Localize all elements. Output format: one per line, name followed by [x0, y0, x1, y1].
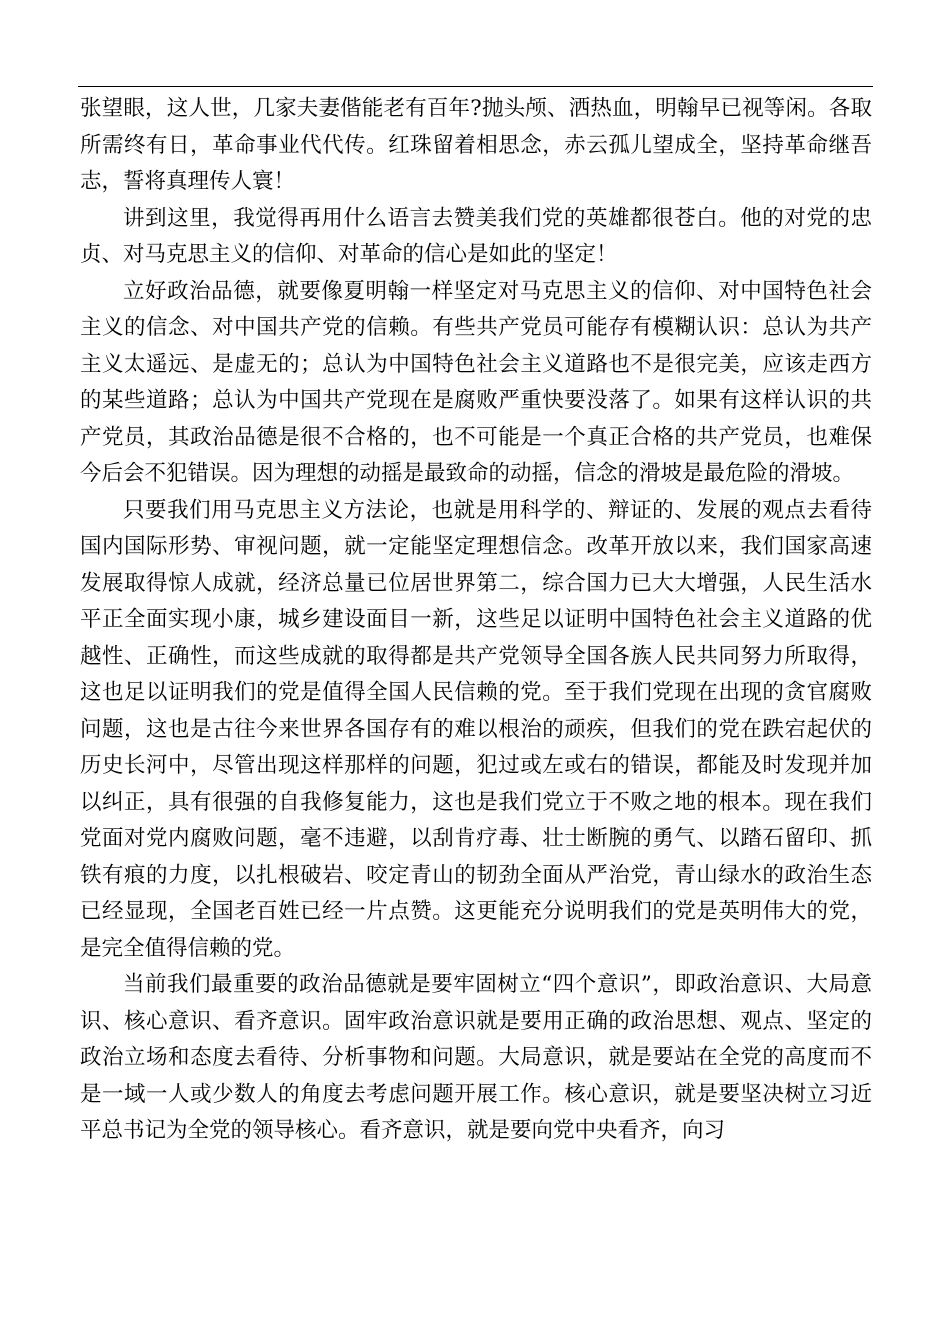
paragraph-continued: 张望眼，这人世，几家夫妻偕能老有百年?抛头颅、洒热血，明翰早已视等闲。各取所需终有日，革命事业代代传。红珠留着相思念，赤云孤儿望成全，坚持革命继吾志，誓将真理传人寰！ [80, 96, 872, 194]
paragraph-four-consciousness: 当前我们最重要的政治品德就是要牢固树立“四个意识”，即政治意识、大局意识、核心意识、看齐意识。固牢政治意识就是要用正确的政治思想、观点、坚定的政治立场和态度去看待、分析事物和问题。大局意识，就是要站在全党的高度而不是一域一人或少数人的角度去考虑问题开展工作。核心意识，就是要坚决树立习近平总书记为全党的领导核心。看齐意识，就是要向党中央看齐，向习 [80, 972, 872, 1143]
paragraph-marxist-method: 只要我们用马克思主义方法论，也就是用科学的、辩证的、发展的观点去看待国内国际形势、审视问题，就一定能坚定理想信念。改革开放以来，我们国家高速发展取得惊人成就，经济总量已位居世界第二，综合国力已大大增强，人民生活水平正全面实现小康，城乡建设面目一新，这些足以证明中国特色社会主义道路的优越性、正确性，而这些成就的取得都是共产党领导全国各族人民共同努力所取得，这也足以证明我们的党是值得全国人民信赖的党。至于我们党现在出现的贪官腐败问题，这也是古往今来世界各国存有的难以根治的顽疾，但我们的党在跌宕起伏的历史长河中，尽管出现这样那样的问题，犯过或左或右的错误，都能及时发现并加以纠正，具有很强的自我修复能力，这也是我们党立于不败之地的根本。现在我们党面对党内腐败问题，毫不违避，以刮肯疗毒、壮士断腕的勇气、以踏石留印、抓铁有痕的力度，以扎根破岩、咬定青山的韧劲全面从严治党，青山绿水的政治生态已经显现，全国老百姓已经一片点赞。这更能充分说明我们的党是英明伟大的党，是完全值得信赖的党。 [80, 497, 872, 961]
document-body [80, 91, 872, 1150]
paragraph-praise: 讲到这里，我觉得再用什么语言去赞美我们党的英雄都很苍白。他的对党的忠贞、对马克思主义的信仰、对革命的信心是如此的坚定！ [80, 205, 872, 267]
header-rule [78, 86, 873, 87]
paragraph-political-morality: 立好政治品德，就要像夏明翰一样坚定对马克思主义的信仰、对中国特色社会主义的信念、对中国共产党的信赖。有些共产党员可能存有模糊认识：总认为共产主义太遥远、是虚无的；总认为中国特色社会主义道路也不是很完美，应该走西方的某些道路；总认为中国共产党现在是腐败严重快要没落了。如果有这样认识的共产党员，其政治品德是很不合格的，也不可能是一个真正合格的共产党员，也难保今后会不犯错误。因为理想的动摇是最致命的动摇，信念的滑坡是最危险的滑坡。 [80, 278, 872, 486]
